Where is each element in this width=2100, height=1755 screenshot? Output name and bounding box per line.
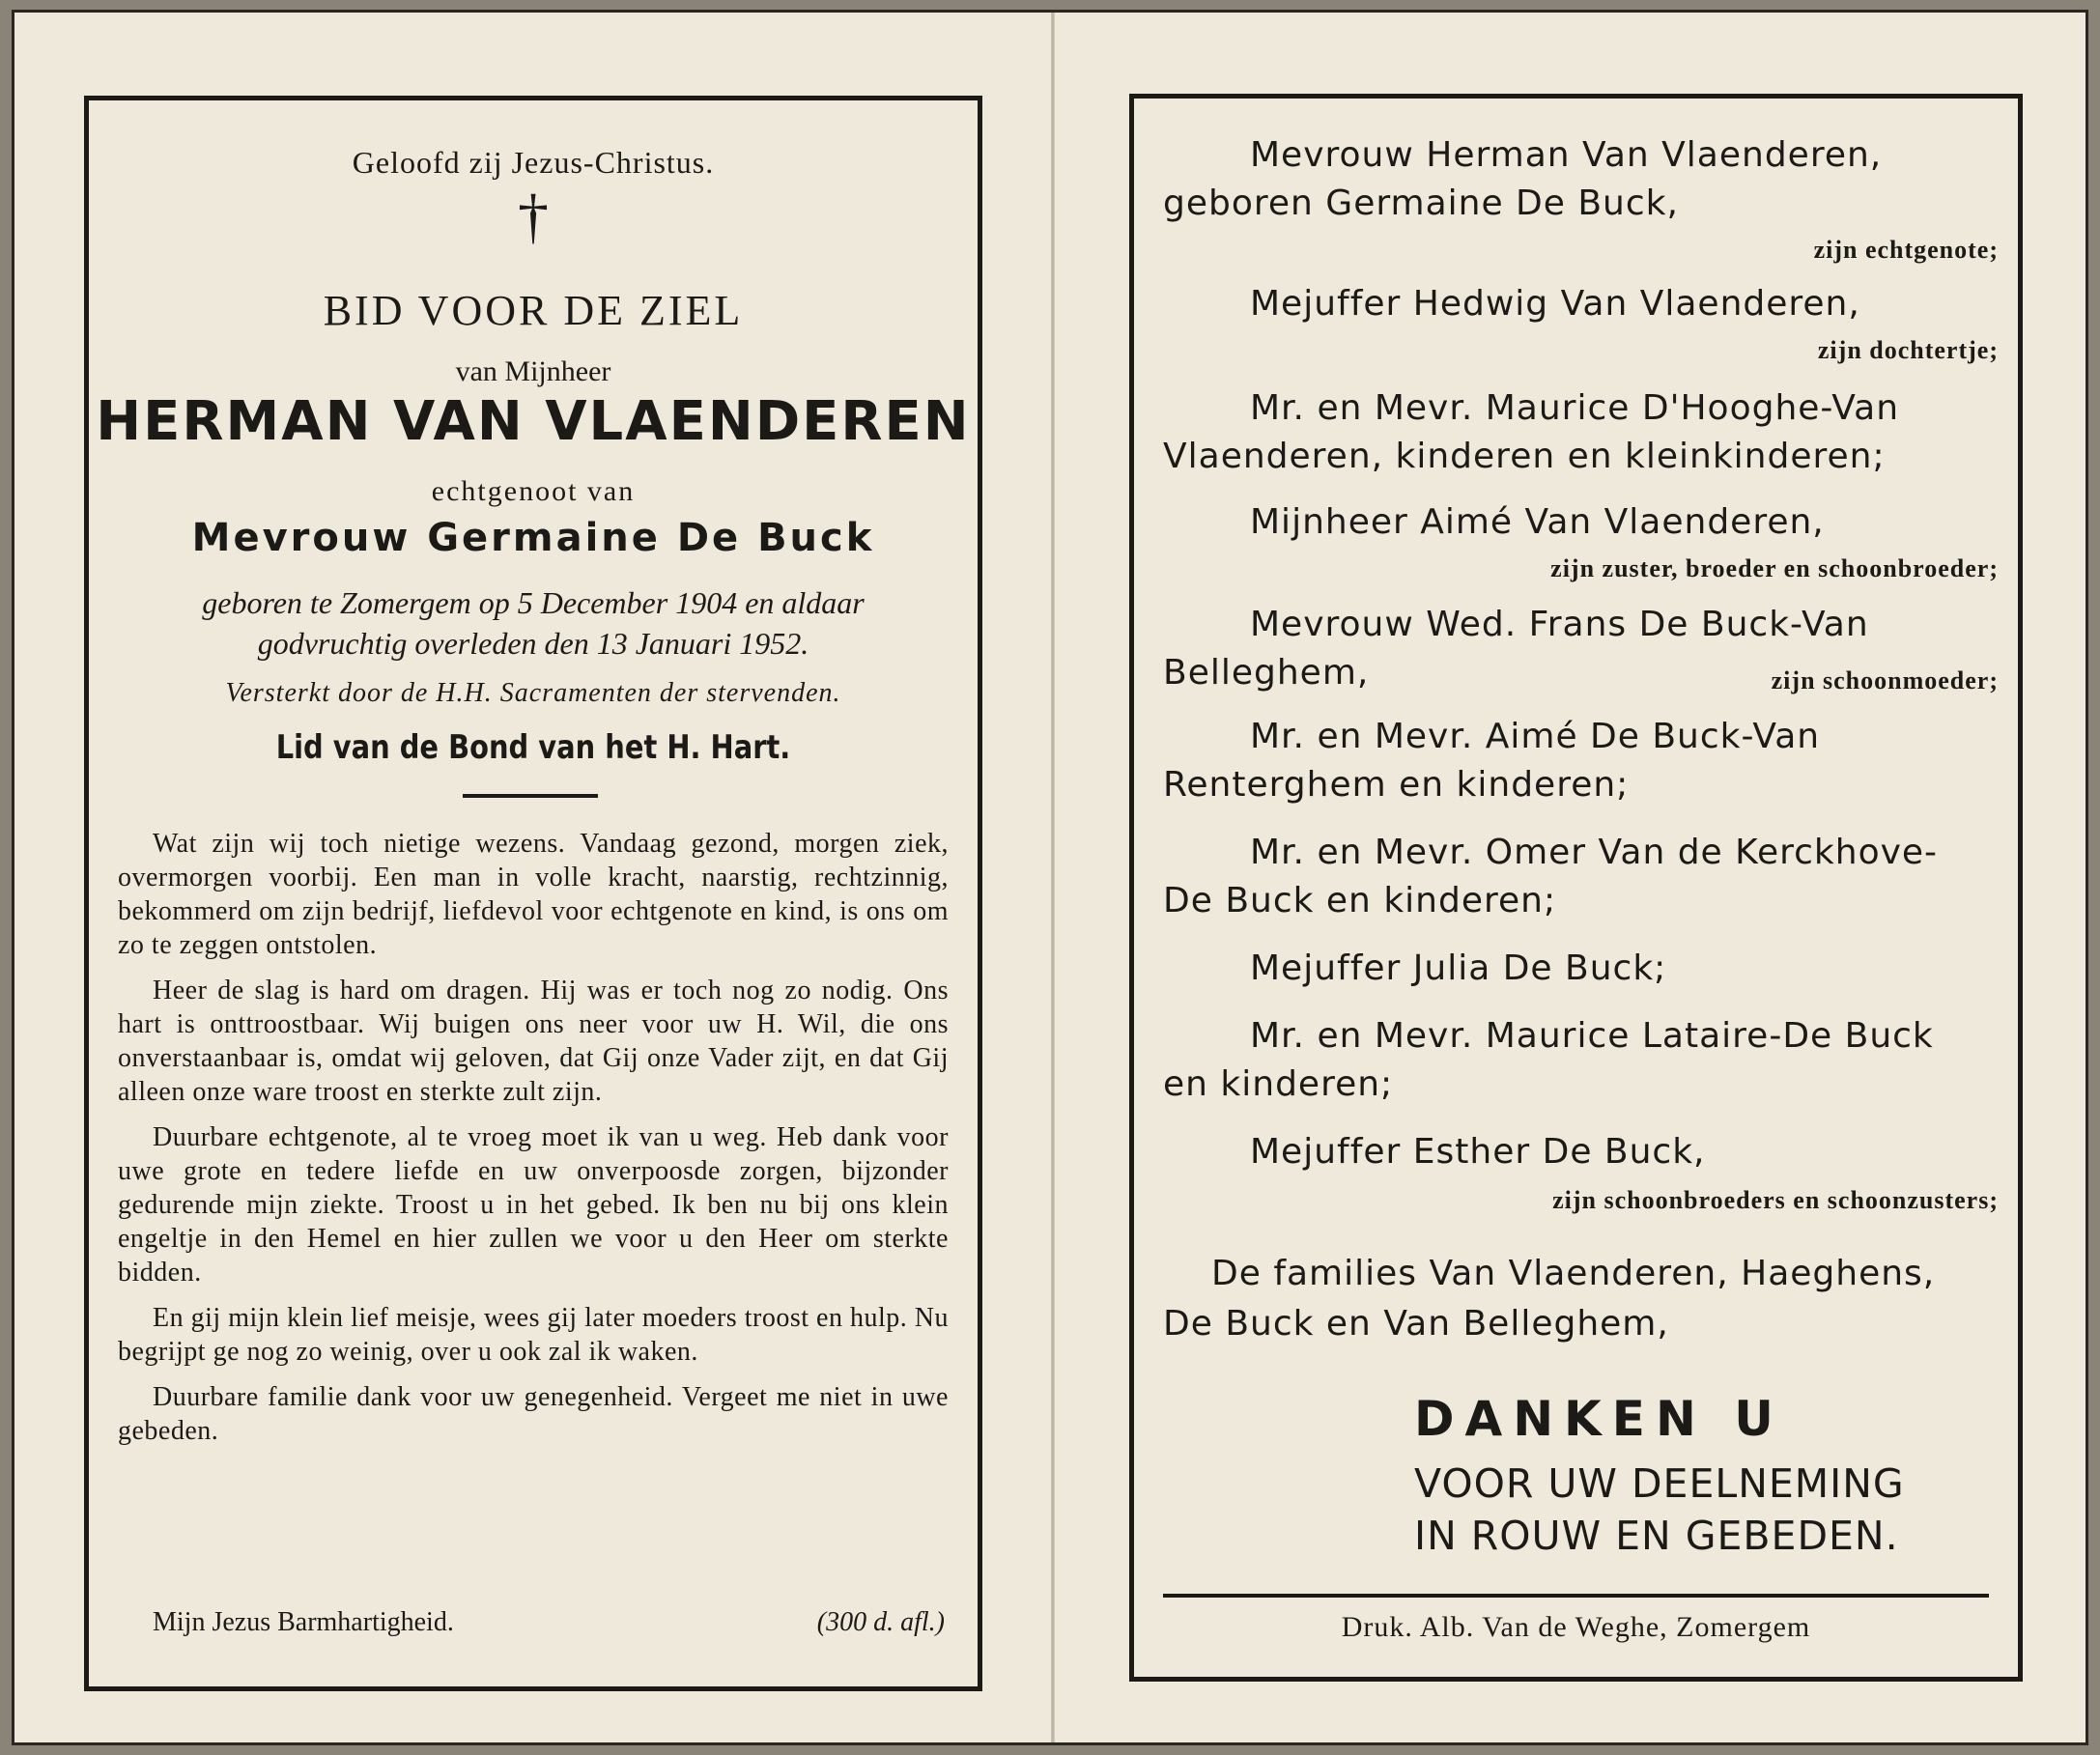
memorial-card [12, 10, 2088, 1745]
printer-credit: Druk. Alb. Van de Weghe, Zomergem [1341, 1611, 1811, 1643]
left-frame [84, 96, 982, 1691]
birth-line: geboren te Zomergem op 5 December 1904 en aldaar [202, 585, 865, 620]
mourner-line: De Buck en kinderen; [1163, 881, 1557, 920]
greeting: Geloofd zij Jezus-Christus. [352, 145, 715, 180]
mourner-line: Mevrouw Herman Van Vlaenderen, [1250, 135, 1883, 175]
paragraph: Heer de slag is hard om dragen. Hij was er toch nog zo nodig. Ons hart is onttroostbaar. Wij buigen ons neer voor uw H. Wil, die ons onverstaanbaar is, omdat wij geloven, dat Gij onze Vader zijt, en dat Gij alleen onze ware troost en sterkte zult zijn. [118, 976, 949, 1107]
paragraph: Duurbare familie dank voor uw genegenheid. Vergeet me niet in uwe gebeden. [118, 1382, 949, 1446]
paragraph: Wat zijn wij toch nietige wezens. Vandaag gezond, morgen ziek, overmorgen voorbij. Een man in volle kracht, naarstig, rechtzinnig, bekommerd om zijn bedrijf, liefdevol voor echtgenote en kind, is ons om zo te zeggen ontstolen. [118, 829, 949, 960]
divider [463, 794, 598, 798]
mourner-line: geboren Germaine De Buck, [1163, 184, 1679, 223]
mourner-line: Mevrouw Wed. Frans De Buck-Van [1250, 605, 1869, 644]
prayer-heading: BID VOOR DE ZIEL [323, 287, 744, 334]
bond-line: Lid van de Bond van het H. Hart. [275, 728, 791, 767]
final-prayer: Mijn Jezus Barmhartigheid. [153, 1607, 454, 1637]
mourner-line: Mr. en Mevr. Omer Van de Kerckhove- [1250, 833, 1939, 872]
relation: zijn schoonmoeder; [1771, 666, 1999, 694]
left-page [14, 13, 1053, 1742]
mourner-line: Mr. en Mevr. Aimé De Buck-Van [1250, 717, 1821, 756]
thanks-line: VOOR UW DEELNEMING [1414, 1460, 1905, 1507]
mourner-line: Mr. en Mevr. Maurice Lataire-De Buck [1250, 1016, 1934, 1056]
death-line: godvruchtig overleden den 13 Januari 1952. [257, 626, 809, 661]
spouse-name: Mevrouw Germaine De Buck [191, 516, 875, 560]
thanks-heading: DANKEN U [1414, 1391, 1784, 1447]
paragraph: Duurbare echtgenote, al te vroeg moet ik van u weg. Heb dank voor uwe grote en tedere liefde en uw onverpoosde zorgen, bijzonder gedurende mijn ziekte. Troost u in het gebed. Ik ben nu bij ons klein engeltje in den Hemel en hier zullen we voor u den Heer om sterkte bidden. [118, 1122, 949, 1288]
mourner-line: Belleghem, [1163, 653, 1370, 693]
mourner-line: Mijnheer Aimé Van Vlaenderen, [1250, 502, 1825, 542]
mourner-line: en kinderen; [1163, 1064, 1394, 1104]
sacraments-line: Versterkt door de H.H. Sacramenten der stervenden. [225, 678, 841, 708]
right-page [1053, 13, 2091, 1742]
eulogy-text [118, 827, 949, 1459]
deceased-name: HERMAN VAN VLAENDEREN [96, 390, 971, 453]
relation: zijn echtgenote; [1813, 236, 1999, 264]
mourner-line: Mejuffer Julia De Buck; [1250, 948, 1667, 988]
mourner-line: Vlaenderen, kinderen en kleinkinderen; [1163, 437, 1886, 476]
right-frame [1129, 94, 2023, 1682]
van-mijnheer: van Mijnheer [455, 355, 611, 387]
relation: zijn schoonbroeders en schoonzusters; [1552, 1186, 1999, 1214]
spouse-of: echtgenoot van [431, 475, 636, 507]
thanks-line: IN ROUW EN GEBEDEN. [1414, 1513, 1899, 1559]
mourner-line: Mejuffer Hedwig Van Vlaenderen, [1250, 284, 1860, 324]
mourner-line: Mejuffer Esther De Buck, [1250, 1132, 1706, 1172]
indulgence: (300 d. afl.) [816, 1607, 945, 1637]
final-prayer-line [153, 1607, 945, 1638]
relation: zijn zuster, broeder en schoonbroeder; [1550, 554, 1999, 582]
mourner-line: Mr. en Mevr. Maurice D'Hooghe-Van [1250, 388, 1900, 428]
relation: zijn dochtertje; [1817, 336, 1999, 364]
paragraph: En gij mijn klein lief meisje, wees gij later moeders troost en hulp. Nu begrijpt ge nog zo weinig, over u ook zal ik waken. [118, 1303, 949, 1367]
mourner-line: Renterghem en kinderen; [1163, 765, 1630, 805]
cross-icon: † [518, 182, 549, 250]
divider [1163, 1594, 1989, 1598]
families-line: De Buck en Van Belleghem, [1163, 1304, 1669, 1344]
families-line: De families Van Vlaenderen, Haeghens, [1211, 1254, 1936, 1293]
